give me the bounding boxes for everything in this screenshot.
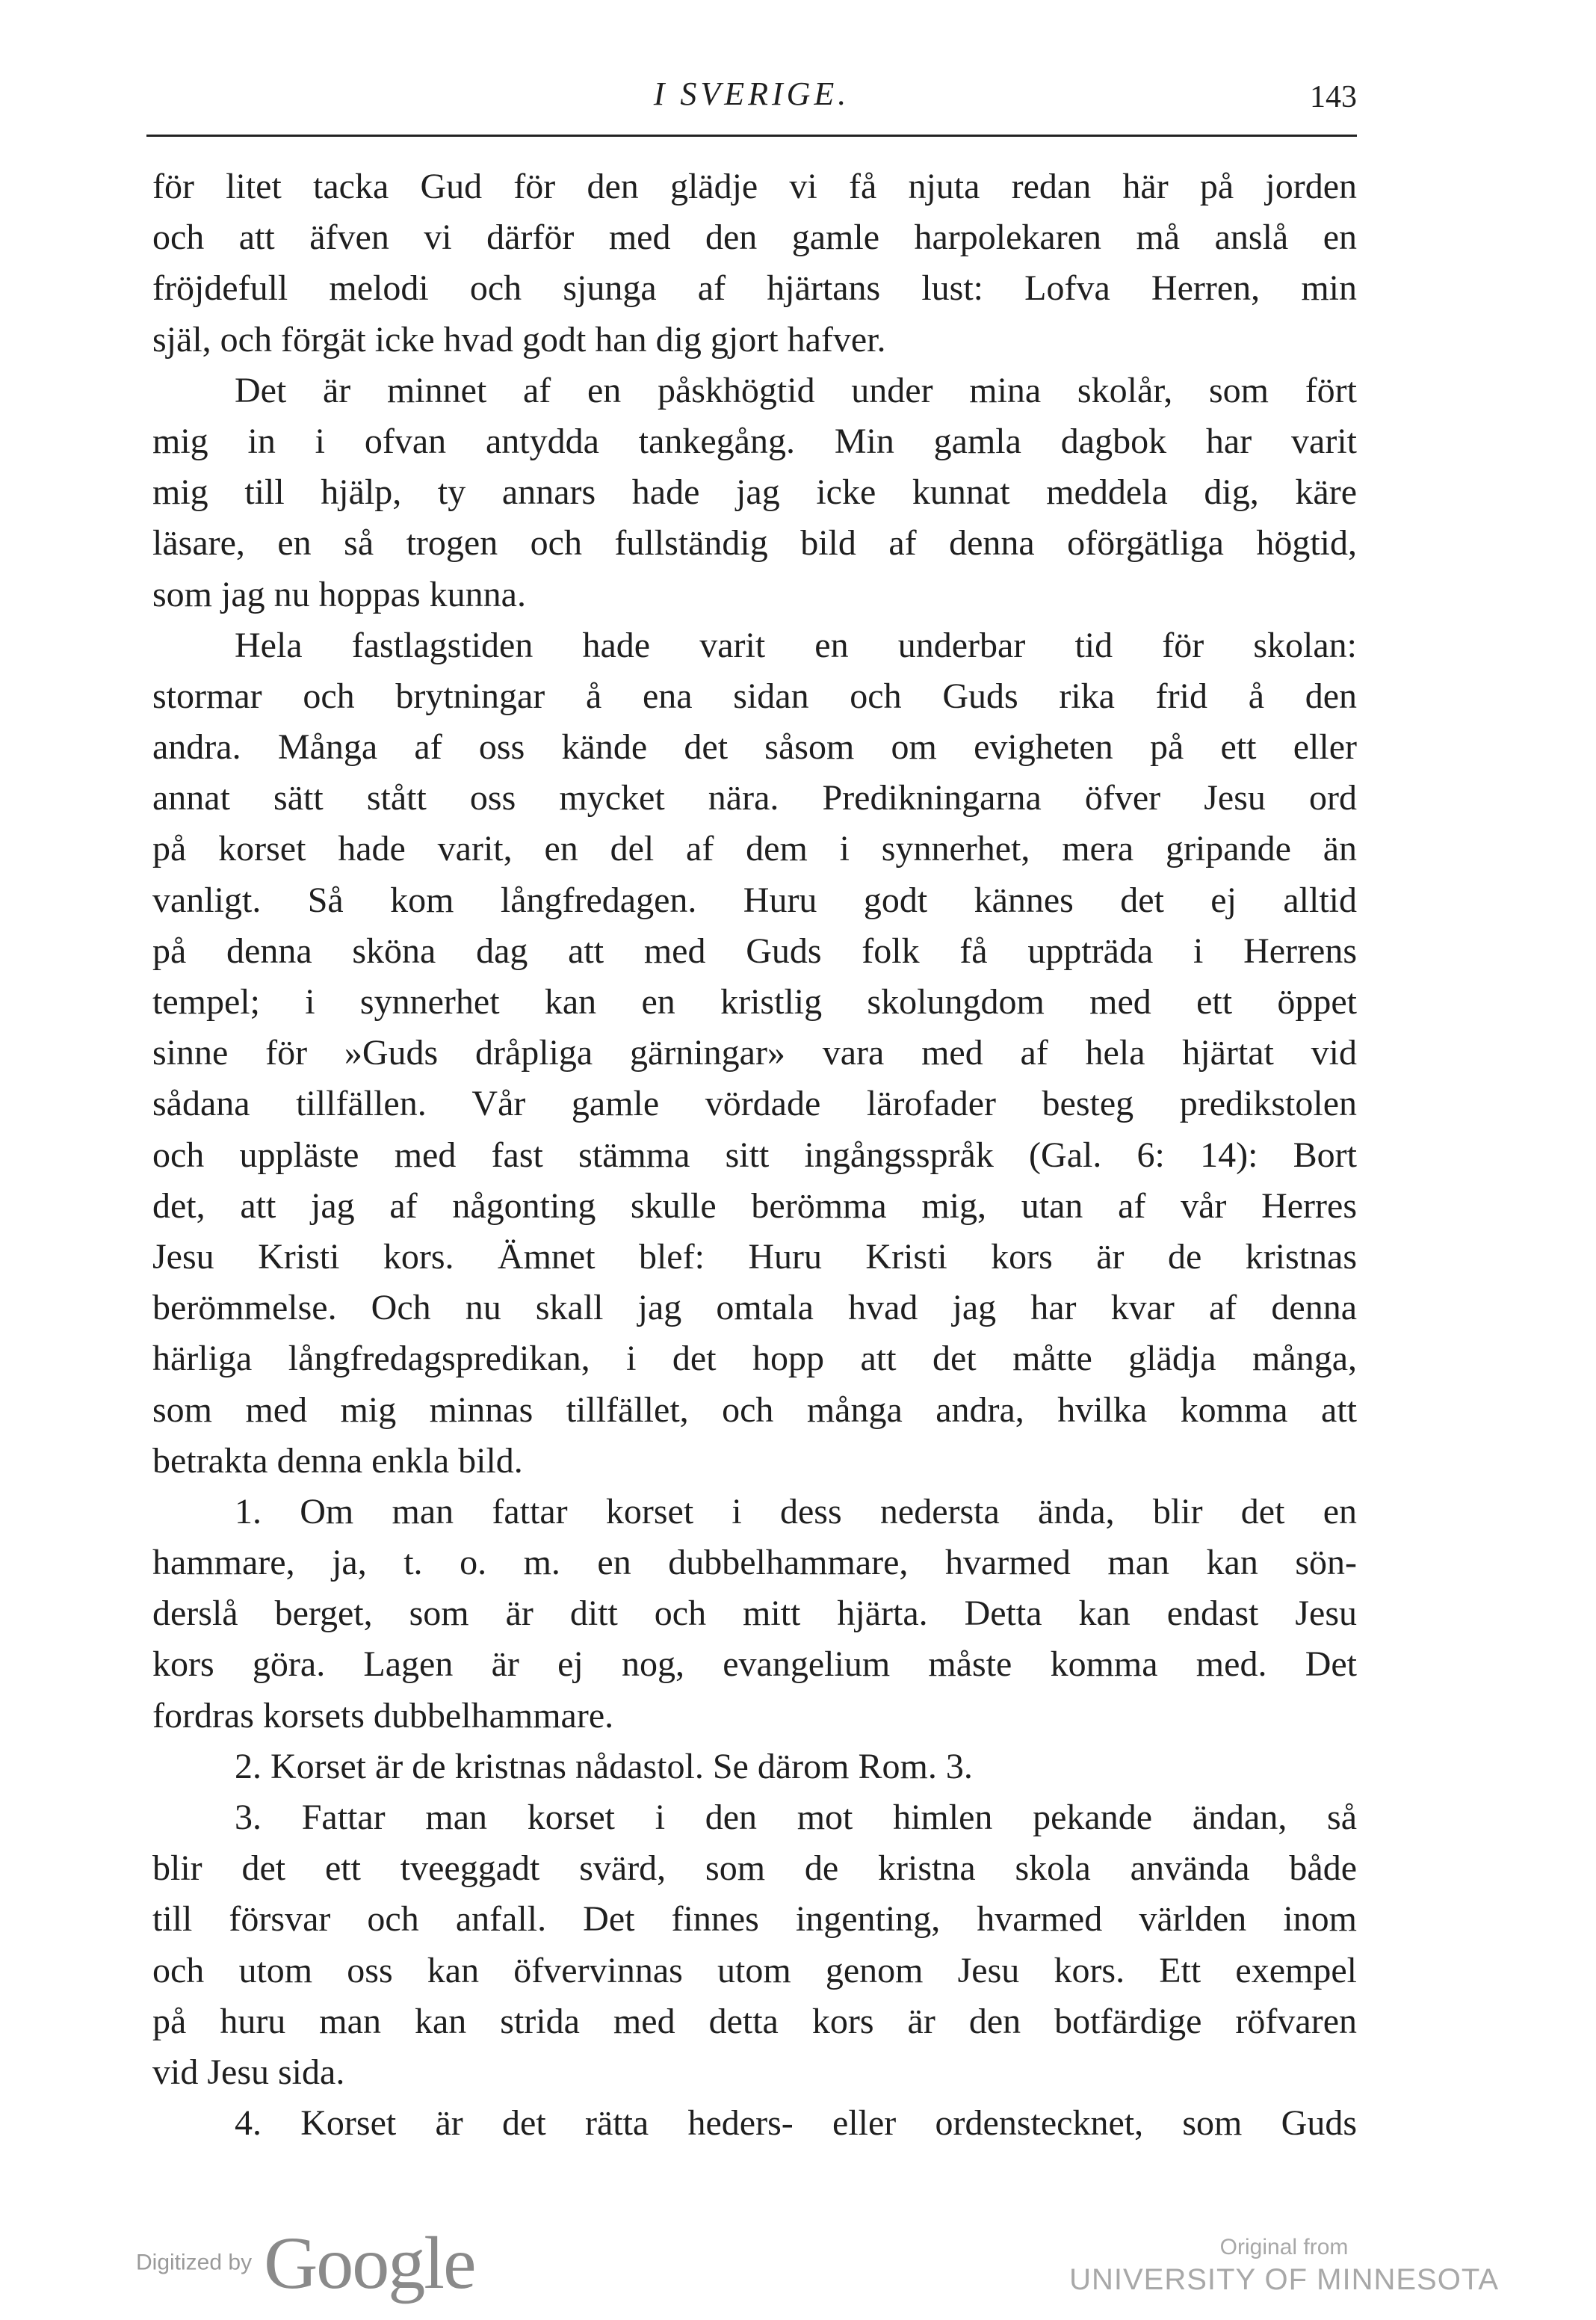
text-line: vid Jesu sida. (152, 2052, 345, 2092)
text-line: 3. Fattar man korset i den mot himlen pekande ändan, så (235, 1798, 1357, 1837)
text-line: Det är minnet af en påskhögtid under mina skolår, som fört (235, 370, 1357, 410)
text-line: Hela fastlagstiden hade varit en underbar tid för skolan: (235, 625, 1357, 665)
text-line: berömmelse. Och nu skall jag omtala hvad jag har kvar af denna (152, 1288, 1357, 1328)
text-line: fröjdefull melodi och sjunga af hjärtans lust: Lofva Herren, min (152, 268, 1357, 309)
body-text (152, 161, 1357, 2149)
text-line: på huru man kan strida med detta kors är den botfärdige röfvaren (152, 2001, 1357, 2041)
text-line: som jag nu hoppas kunna. (152, 574, 526, 614)
text-line: Jesu Kristi kors. Ämnet blef: Huru Kristi kors är de kristnas (152, 1236, 1357, 1277)
text-line: sinne för »Guds dråpliga gärningar» vara med af hela hjärtat vid (152, 1033, 1357, 1073)
running-title: I SVERIGE. (653, 75, 850, 112)
original-from-label: Original from (1219, 2235, 1349, 2259)
text-line: derslå berget, som är ditt och mitt hjärta. Detta kan endast Jesu (152, 1594, 1357, 1634)
text-line: fordras korsets dubbelhammare. (152, 1695, 614, 1736)
text-line: och uppläste med fast stämma sitt ingångsspråk (Gal. 6: 14): Bort (152, 1135, 1357, 1175)
page-header (146, 72, 1357, 137)
text-line: betrakta denna enkla bild. (152, 1440, 523, 1481)
text-line: andra. Många af oss kände det såsom om evigheten på ett eller (152, 727, 1357, 768)
text-line: och att äfven vi därför med den gamle harpolekaren må anslå en (152, 218, 1357, 258)
text-line: läsare, en så trogen och fullständig bild af denna oförgätliga högtid, (152, 523, 1357, 564)
digitized-by-label: Digitized by (136, 2250, 253, 2275)
text-line: tempel; i synnerhet kan en kristlig skolungdom med ett öppet (152, 982, 1357, 1022)
text-line: 1. Om man fattar korset i dess nedersta ända, blir det en (235, 1491, 1357, 1531)
text-line: härliga långfredagspredikan, i det hopp att det måtte glädja många, (152, 1339, 1357, 1379)
text-line: mig till hjälp, ty annars hade jag icke kunnat meddela dig, käre (152, 472, 1357, 513)
google-logo: Google (264, 2221, 475, 2304)
text-line: stormar och brytningar å ena sidan och Guds rika frid å den (152, 676, 1357, 716)
text-line: 2. Korset är de kristnas nådastol. Se därom Rom. 3. (235, 1746, 973, 1786)
text-line: för litet tacka Gud för den glädje vi få njuta redan här på jorden (152, 167, 1357, 206)
page-number: 143 (1310, 80, 1357, 114)
text-line: på korset hade varit, en del af dem i synnerhet, mera gripande än (152, 829, 1357, 869)
university-label: UNIVERSITY OF MINNESOTA (1069, 2263, 1499, 2296)
text-line: hammare, ja, t. o. m. en dubbelhammare, hvarmed man kan sön- (152, 1543, 1357, 1583)
text-line: kors göra. Lagen är ej nog, evangelium måste komma med. Det (152, 1644, 1357, 1685)
text-line: på denna sköna dag att med Guds folk få uppträda i Herrens (152, 931, 1357, 971)
text-line: vanligt. Så kom långfredagen. Huru godt kännes det ej alltid (152, 880, 1357, 920)
digitized-by-watermark (136, 2220, 474, 2302)
text-line: och utom oss kan öfvervinnas utom genom Jesu kors. Ett exempel (152, 1950, 1357, 1990)
text-line: 4. Korset är det rätta heders- eller ordenstecknet, som Guds (235, 2103, 1357, 2144)
text-line: till försvar och anfall. Det finnes ingenting, hvarmed världen inom (152, 1899, 1357, 1940)
text-line: som med mig minnas tillfället, och många andra, hvilka komma att (152, 1389, 1357, 1430)
source-attribution (1069, 2235, 1499, 2297)
text-line: själ, och förgät icke hvad godt han dig gjort hafver. (152, 319, 886, 360)
text-line: blir det ett tveeggadt svärd, som de kristna skola använda både (152, 1848, 1357, 1889)
text-line: mig in i ofvan antydda tankegång. Min gamla dagbok har varit (152, 421, 1357, 461)
text-line: annat sätt stått oss mycket nära. Predikningarna öfver Jesu ord (152, 778, 1357, 818)
text-line: det, att jag af någonting skulle berömma mig, utan af vår Herres (152, 1185, 1357, 1226)
text-line: sådana tillfällen. Vår gamle vördade lärofader besteg predikstolen (152, 1084, 1357, 1124)
